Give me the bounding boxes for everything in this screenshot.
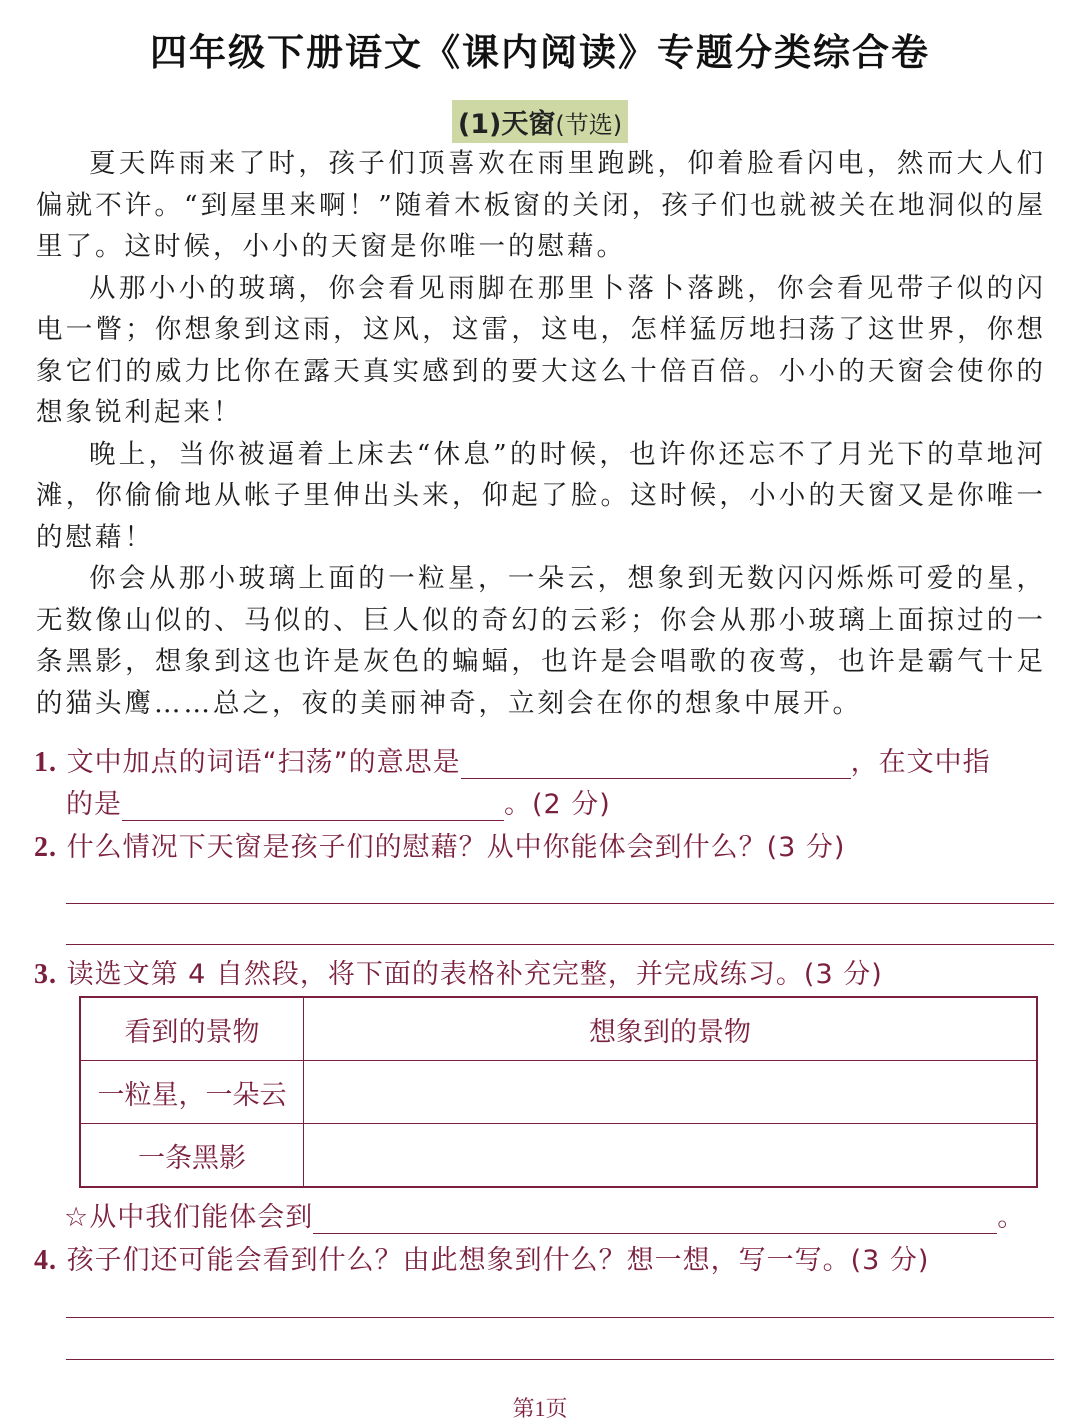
- question-text: ，在文中指: [850, 747, 991, 778]
- question-number: 4.: [34, 1245, 57, 1276]
- table-cell: 一条黑影: [80, 1124, 304, 1188]
- table-row: [80, 1061, 1037, 1124]
- question-3: [34, 952, 1054, 991]
- page-title: 四年级下册语文《课内阅读》专题分类综合卷: [150, 30, 930, 74]
- table-header: 看到的景物: [80, 997, 304, 1061]
- page-number: 第1页: [512, 1396, 568, 1421]
- answer-table: [79, 996, 1038, 1188]
- question-text: ☆从中我们能体会到: [64, 1202, 314, 1233]
- table-header: 想象到的景物: [304, 997, 1038, 1061]
- answer-blank[interactable]: [122, 784, 504, 821]
- answer-blank[interactable]: [461, 742, 851, 779]
- question-text: 文中加点的词语“扫荡”的意思是: [66, 747, 461, 778]
- question-3-followup: [64, 1195, 1054, 1234]
- question-text: 。: [997, 1202, 1026, 1233]
- passage-paragraph: 晚上，当你被逼着上床去“休息”的时候，也许你还忘不了月光下的草地河滩，你偷偷地从帐子里伸出头来，仰起了脸。这时候，小小的天窗又是你唯一的慰藉！: [36, 438, 1046, 553]
- question-number: 1.: [34, 747, 57, 778]
- answer-line[interactable]: [66, 1359, 1054, 1360]
- passage-paragraph: 从那小小的玻璃，你会看见雨脚在那里卜落卜落跳，你会看见带子似的闪电一瞥；你想象到这雨，这风，这雷，这电，怎样猛厉地扫荡了这世界，你想象它们的威力比你在露天真实感到的要大这么十倍百倍。小小的天窗会使你的想象锐利起来！: [36, 272, 1046, 428]
- table-header-row: [80, 997, 1037, 1061]
- table-cell: 一粒星，一朵云: [80, 1061, 304, 1124]
- section-title: [452, 100, 628, 143]
- answer-blank[interactable]: [313, 1195, 997, 1234]
- question-1: [34, 740, 1054, 779]
- reading-passage: [36, 143, 1046, 724]
- question-text: 读选文第 4 自然段，将下面的表格补充完整，并完成练习。(3 分): [66, 959, 883, 990]
- question-text: 孩子们还可能会看到什么？由此想象到什么？想一想，写一写。(3 分): [66, 1245, 930, 1276]
- question-2: [34, 825, 1054, 864]
- table-answer-cell[interactable]: [304, 1061, 1038, 1124]
- question-text: 什么情况下天窗是孩子们的慰藉？从中你能体会到什么？(3 分): [66, 832, 846, 863]
- passage-paragraph: 你会从那小玻璃上面的一粒星，一朵云，想象到无数闪闪烁烁可爱的星，无数像山似的、马似的、巨人似的奇幻的云彩；你会从那小玻璃上面掠过的一条黑影，想象到这也许是灰色的蝙蝠，也许是会唱歌的夜莺，也许是霸气十足的猫头鹰……总之，夜的美丽神奇，立刻会在你的想象中展开。: [36, 563, 1046, 719]
- question-number: 3.: [34, 959, 57, 990]
- answer-line[interactable]: [66, 903, 1054, 904]
- table-row: [80, 1124, 1037, 1188]
- answer-line[interactable]: [66, 944, 1054, 945]
- table-answer-cell[interactable]: [304, 1124, 1038, 1188]
- section-note: (节选): [555, 111, 623, 139]
- section-label: (1)天窗: [457, 109, 556, 140]
- section-heading: [0, 100, 1080, 143]
- question-4: [34, 1238, 1054, 1277]
- answer-line[interactable]: [66, 1317, 1054, 1318]
- question-text: 的是: [66, 789, 122, 820]
- passage-paragraph: 夏天阵雨来了时，孩子们顶喜欢在雨里跑跳，仰着脸看闪电，然而大人们偏就不许。“到屋里来啊！”随着木板窗的关闭，孩子们也就被关在地洞似的屋里了。这时候，小小的天窗是你唯一的慰藉。: [36, 148, 1046, 262]
- question-text: 。(2 分): [504, 789, 611, 820]
- question-1-cont: [66, 782, 1046, 821]
- question-number: 2.: [34, 832, 57, 863]
